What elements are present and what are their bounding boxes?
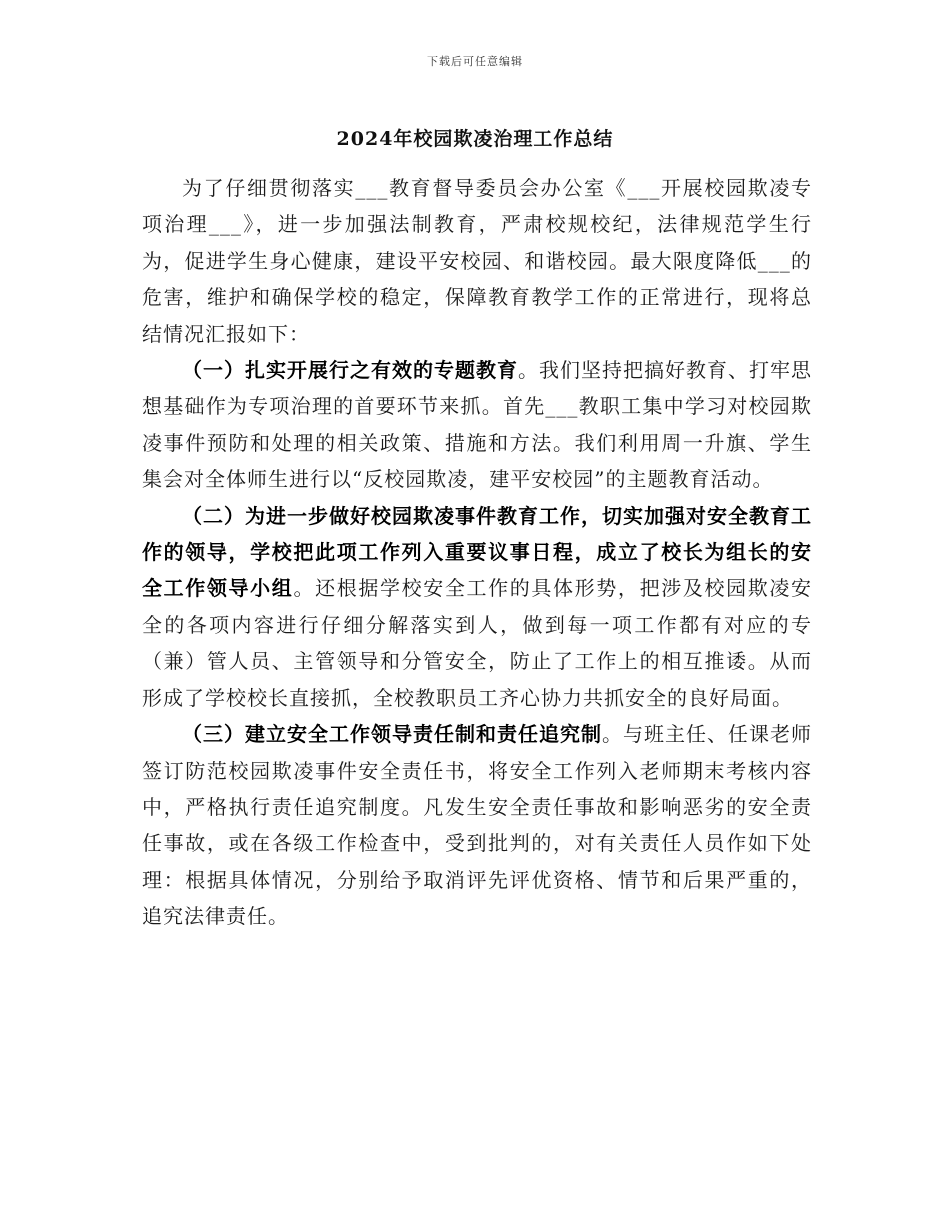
paragraph-intro (142, 170, 812, 352)
paragraph-section-3 (142, 716, 812, 934)
paragraph-text: 。与班主任、任课老师签订防范校园欺凌事件安全责任书，将安全工作列入老师期末考核内容中，严格执行责任追究制度。凡发生安全责任事故和影响恶劣的安全责任事故，或在各级工作检查中，受到批判的，对有关责任人员作如下处理：根据具体情况，分别给予取消评先评优资格、情节和后果严重的，追究法律责任。 (142, 722, 812, 929)
document-title: 2024年校园欺凌治理工作总结 (336, 128, 614, 150)
paragraph-lead: （三）建立安全工作领导责任制和责任追究制 (182, 722, 602, 747)
page-header-note: 下载后可任意编辑 (427, 55, 523, 68)
paragraph-section-2 (142, 498, 812, 716)
paragraph-text: 。我们坚持把搞好教育、打牢思想基础作为专项治理的首要环节来抓。首先___教职工集中学习对校园欺凌事件预防和处理的相关政策、措施和方法。我们利用周一升旗、学生集会对全体师生进行以“反校园欺凌，建平安校园”的主题教育活动。 (142, 358, 812, 492)
document-body (142, 170, 812, 935)
paragraph-section-1 (142, 352, 812, 498)
paragraph-lead: （一）扎实开展行之有效的专题教育 (182, 358, 518, 383)
paragraph-text: 。还根据学校安全工作的具体形势，把涉及校园欺凌安全的各项内容进行仔细分解落实到人，做到每一项工作都有对应的专（兼）管人员、主管领导和分管安全，防止了工作上的相互推诿。从而形成了学校校长直接抓，全校教职员工齐心协力共抓安全的良好局面。 (142, 576, 813, 710)
paragraph-lead: （二）为进一步做好校园欺凌事件教育工作，切实加强对安全教育工作的领导，学校把此项工作列入重要议事日程，成立了校长为组长的安全工作领导小组 (142, 503, 812, 601)
paragraph-text: 为了仔细贯彻落实___教育督导委员会办公室《___开展校园欺凌专项治理___》，进一步加强法制教育，严肃校规校纪，法律规范学生行为，促进学生身心健康，建设平安校园、和谐校园。最大限度降低___的危害，维护和确保学校的稳定，保障教育教学工作的正常进行，现将总结情况汇报如下： (142, 176, 812, 346)
